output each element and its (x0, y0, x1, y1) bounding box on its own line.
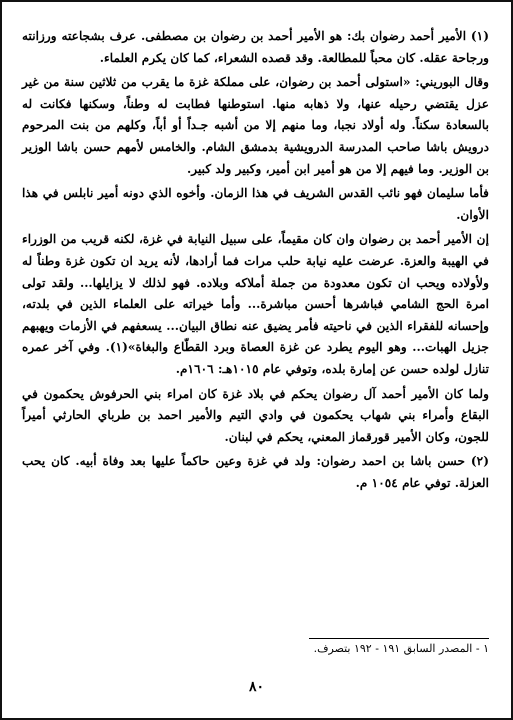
paragraph-burini-quote: وقال البوريني: «استولى أحمد بن رضوان، على مملكة غزة ما يقرب من ثلاثين سنة من غير عزل يقتضي رحيله عنها، ولا ذهابه منها. استوطنها فطابت له وطناً، وسكنها فكانت له بالسعادة سكناً. وله أولاد نجبا، وما منهم إلا من أشبه جـداً أو أباً، وكلهم من بنت المرحوم درويش باشا صاحب المدرسة الدرويشية بدمشق الشام. والخامس لأمهم حسن باشا الوزير بن الوزير. وما فيهم إلا من هو أمير ابن أمير، وكبير ولد كبير. (22, 75, 489, 176)
footnote: ١ - المصدر السابق ١٩١ - ١٩٢ بتصرف. (313, 642, 489, 655)
page-body (22, 26, 489, 494)
footnote-divider (309, 638, 489, 639)
paragraph-contemporary-emirs: ولما كان الأمير أحمد آل رضوان يحكم في بلاد غزة كان امراء بني الحرفوش يحكمون في البقاع وأمراء بني شهاب يحكمون في وادي التيم والأمير احمد بن طرباي الحارثي أميراً للجون، وكان الأمير قورقماز المعني، يحكم في لبنان. (22, 386, 489, 444)
page-number: ٨٠ (248, 679, 265, 695)
paragraph-sulayman: فأما سليمان فهو نائب القدس الشريف في هذا الزمان. وأخوه الذي دونه أمير نابلس في هذا الأوان. (22, 186, 489, 222)
paragraph-governance: إن الأمير أحمد بن رضوان وان كان مقيماً، على سبيل النيابة في غزة، لكنه قريب من الوزراء في الهيبة والعزة. عرضت عليه نيابة حلب مرات فما أرادها، لأنه يريد ان تكون غزة وطناً له ولأولاده ويحب ان تكون معدودة من جملة أملاكه وبلاده. فهو لذلك لا يزايلها... ولقد تولى امرة الحج الشامي فباشرها أحسن مباشرة... وأما خيراته على العلماء الذين في بلدته، وإحسانه للفقراء الذين في ناحيته فأمر يضيق عنه نطاق البيان... يسعفهم في الأزمات ويهبهم جزيل الهبات... وهو اليوم يطرد عن غزة العصاة وبرد القطّاع والبغاة»(١). وفي آخر عمره تنازل لولده حسن عن إمارة بلده، وتوفي عام ١٠١٥هـ: ١٦٠٦م. (22, 232, 489, 376)
paragraph-hasan-pasha: (٢) حسن باشا بن احمد رضوان: ولد في غزة وعين حاكماً عليها بعد وفاة أبيه. كان يحب العزلة. توفي عام ١٠٥٤ م. (22, 454, 489, 490)
paragraph-ahmad-ridwan-bio: (١) الأمير أحمد رضوان بك: هو الأمير أحمد بن رضوان بن مصطفى. عرف بشجاعته ورزانته ورجاحة عقله. كان محباً للمطالعة. وقد قصده الشعراء، كما كان يكرم العلماء. (22, 29, 489, 65)
